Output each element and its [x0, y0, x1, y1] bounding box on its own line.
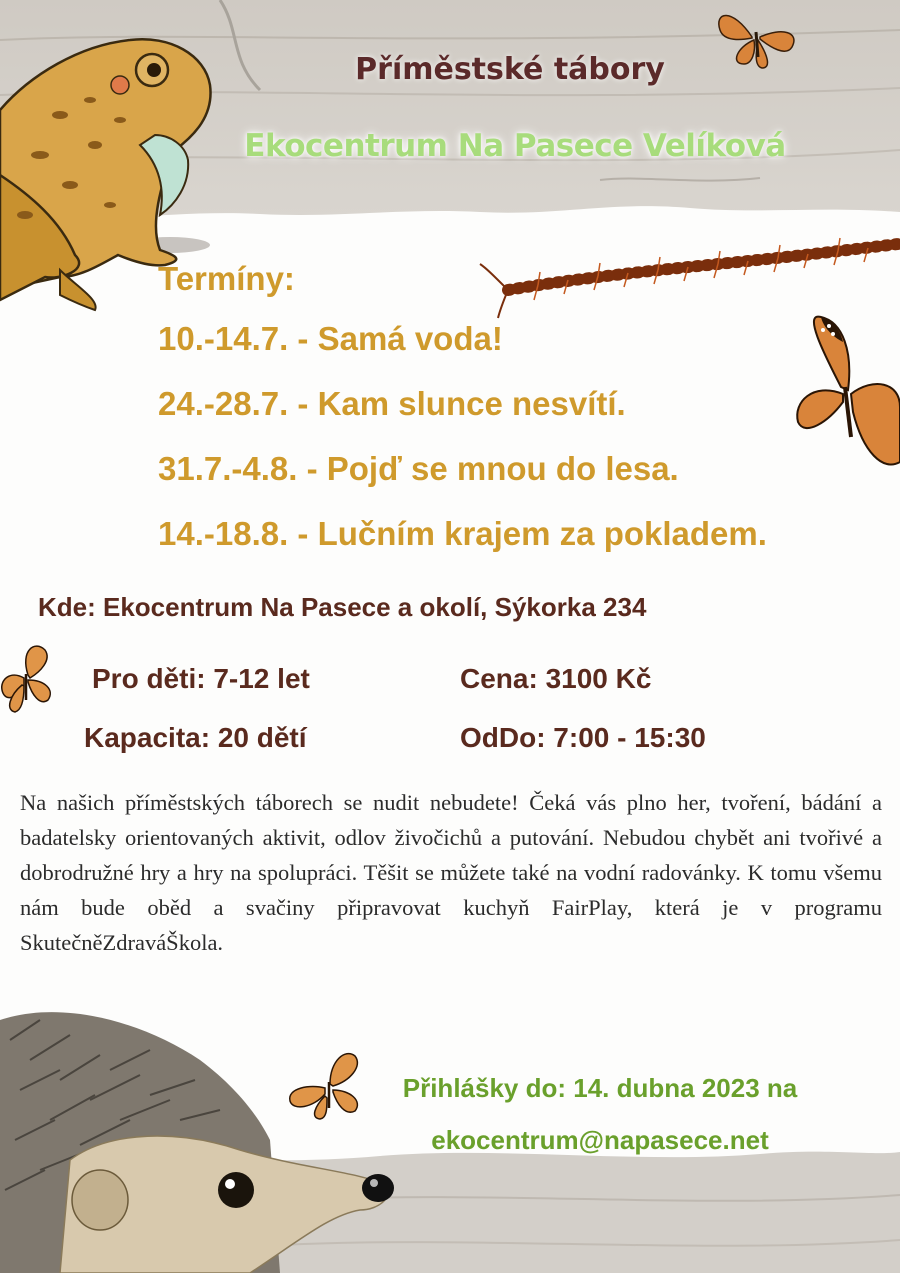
signup-deadline: Přihlášky do: 14. dubna 2023 na [402, 1073, 798, 1103]
terms-list [158, 252, 767, 566]
terms-heading: Termíny: [158, 260, 295, 297]
signup-email[interactable]: ekocentrum@napasece.net [431, 1125, 769, 1155]
price-info: Cena: 3100 Kč [460, 663, 652, 694]
hours-info: OdDo: 7:00 - 15:30 [460, 722, 706, 753]
age-info: Pro děti: 7-12 let [92, 663, 310, 694]
organization-name: Ekocentrum Na Pasece Velíková [244, 128, 786, 164]
description-paragraph: Na našich příměstských táborech se nudit nebudete! Čeká vás plno her, tvoření, bádání a badatelsky orientovaných aktivit, odlov živočichů a putování. Nebudou chybět ani tvořivé a dobrodružné hry a hry na spolupráci. Těšit se můžete také na vodní radovánky. K tomu všemu nám bude oběd a svačiny připravovat kuchyň FairPlay, která je v programu SkutečněZdraváŠkola. [20, 790, 882, 955]
butterfly-icon [0, 640, 55, 715]
location-text: Kde: Ekocentrum Na Pasece a okolí, Sýkorka 234 [38, 592, 647, 622]
term-item: 10.-14.7. - Samá voda! [158, 320, 503, 357]
page-title: Příměstské tábory [355, 52, 665, 87]
term-item: 24.-28.7. - Kam slunce nesvítí. [158, 385, 626, 422]
term-item: 14.-18.8. - Lučním krajem za pokladem. [158, 515, 767, 552]
term-item: 31.7.-4.8. - Pojď se mnou do lesa. [158, 450, 679, 487]
capacity-info: Kapacita: 20 dětí [84, 722, 307, 753]
butterfly-icon [793, 312, 900, 472]
